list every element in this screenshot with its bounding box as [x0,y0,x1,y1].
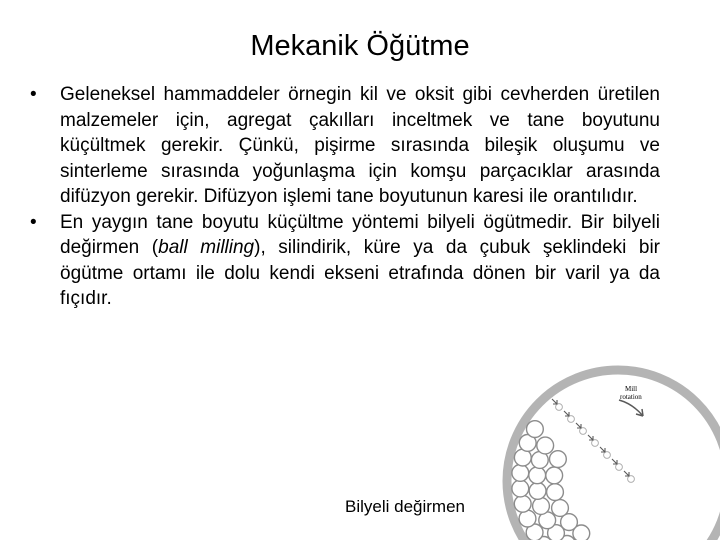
path-arrow-icon [612,459,617,464]
falling-ball [616,464,623,471]
bullet-item [30,82,660,210]
grinding-ball [546,467,563,484]
falling-ball [568,416,575,423]
path-arrow-icon [576,423,581,428]
path-arrow-icon [552,399,557,404]
bullet-text: Geleneksel hammaddeler örnegin kil ve oksit gibi cevherden üretilen malzemeler için, agregat çakılları inceltmek ve tane boyutunu küçültmek gerekir. Çünkü, pişirme sırasında bileşik oluşumu ve sinterleme sırasında yoğunlaşma için komşu parçacıklar arasında difüzyon gerekir. Difüzyon işlemi tane boyutunun karesi ile orantılıdır. [60,84,660,207]
bullet-marker: • [30,84,37,105]
grinding-ball [537,437,554,454]
falling-ball [604,452,611,459]
bullet-emphasis: ball milling [158,237,255,258]
rotation-arrow-icon [619,400,643,416]
grinding-ball [527,421,544,438]
path-arrow-icon [624,471,629,476]
bullet-text: En yaygın tane boyutu küçültme yöntemi bilyeli ögütmedir. Bir bilyeli değirmen ( [60,211,660,258]
slide-title: Mekanik Öğütme [250,30,470,62]
ball-path-arrows [552,399,634,482]
falling-ball [580,428,587,435]
grinding-ball [512,480,529,497]
grinding-ball [547,484,564,501]
grinding-ball [529,467,546,484]
bullet-list [30,82,660,312]
grinding-ball [512,465,529,482]
bullet-marker: • [30,211,37,233]
path-arrow-icon [600,447,605,452]
falling-ball [628,476,635,483]
grinding-ball [533,498,550,515]
grinding-ball [550,451,567,468]
ball-mill-figure [497,360,720,540]
falling-ball [556,404,563,411]
grinding-ball [514,495,531,512]
bullet-item [30,210,660,312]
grinding-balls [512,421,590,540]
falling-ball [592,440,599,447]
grinding-ball [552,500,569,517]
path-arrow-icon [564,411,569,416]
grinding-ball [529,483,546,500]
path-arrow-icon [588,435,593,440]
mill-rotation-label: Mill rotation [620,385,642,401]
bullet-text-end: ), silindirik, küre ya da çubuk şeklindeki bir ögütme ortamı ile dolu kendi ekseni etrafında dönen bir varil ya da fıçıdır. [60,237,661,309]
figure-caption: Bilyeli değirmen [345,497,465,516]
